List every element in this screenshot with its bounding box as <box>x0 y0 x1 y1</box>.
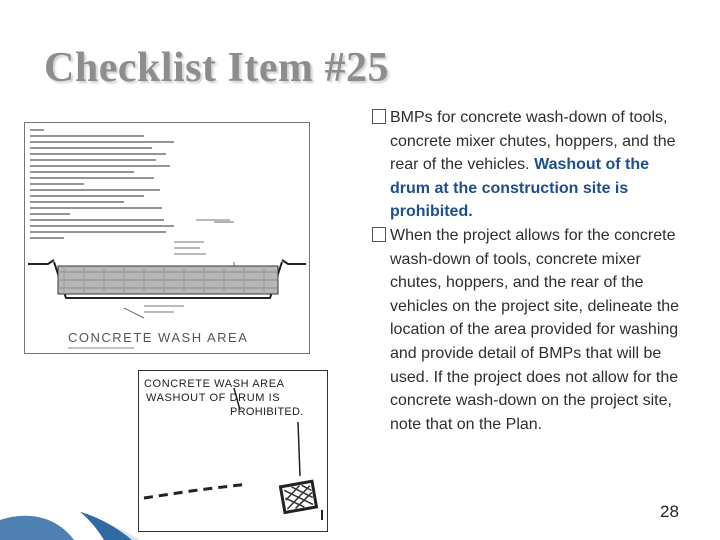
checkbox-bullet-icon <box>372 227 386 242</box>
washout-note-line-2: WASHOUT OF DRUM IS <box>146 392 281 404</box>
bullet-list <box>372 106 690 436</box>
concrete-wash-area-drawing <box>24 122 310 354</box>
washout-prohibited-sketch <box>138 370 328 532</box>
decorative-swoosh <box>0 440 140 540</box>
slide-title: Checklist Item #25 <box>44 45 389 91</box>
bullet-text: BMPs for concrete wash-down of tools, concrete mixer chutes, hoppers, and the rear of the vehicles. <box>390 109 676 174</box>
bullet-highlight: Washout of the drum at the construction site is prohibited. <box>390 156 650 221</box>
washout-pit <box>280 481 316 512</box>
washout-note-line-1: CONCRETE WASH AREA <box>144 378 285 390</box>
checkbox-bullet-icon <box>372 109 386 124</box>
washout-note-line-3: PROHIBITED. <box>230 406 304 418</box>
wash-area-caption: CONCRETE WASH AREA <box>68 330 249 345</box>
page-number: 28 <box>660 502 679 521</box>
bullet-text: When the project allows for the concrete wash-down of tools, concrete mixer chutes, hoppers, and the rear of the vehicles on the project site, delineate the location of the area provided for washing and provide detail of BMPs that will be used. If the project does not allow for the concrete wash-down on the project site, note that on the Plan. <box>390 226 680 433</box>
bullet-item <box>372 106 690 224</box>
bullet-item <box>372 224 690 436</box>
